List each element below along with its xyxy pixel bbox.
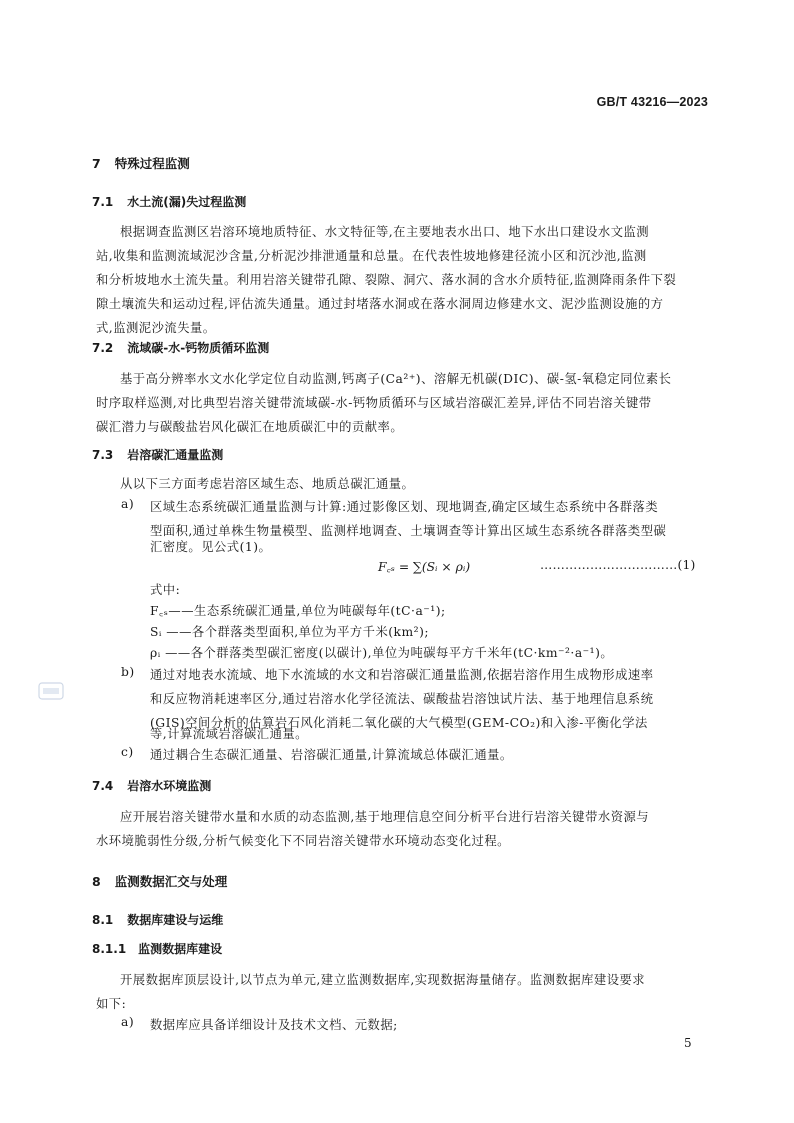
para-line: 根据调查监测区岩溶环境地质特征、水文特征等,在主要地表水出口、地下水出口建设水文监测 <box>120 225 650 239</box>
para-line: 基于高分辨率水文水化学定位自动监测,钙离子(Ca²⁺)、溶解无机碳(DIC)、碳-氢-氧稳定同位素长 <box>120 372 672 386</box>
section-8-1-heading <box>92 911 223 928</box>
section-number: 8.1 <box>92 913 114 927</box>
section-7-4-heading <box>92 777 211 794</box>
para-line: 开展数据库顶层设计,以节点为单元,建立监测数据库,实现数据海量储存。监测数据库建设要求 <box>120 973 646 987</box>
para-line: 水环境脆弱性分级,分析气候变化下不同岩溶关键带水环境动态变化过程。 <box>96 834 510 848</box>
para-line: 和分析坡地水土流失量。利用岩溶关键带孔隙、裂隙、洞穴、落水洞的含水介质特征,监测降雨条件下裂 <box>96 273 677 287</box>
section-number: 7.2 <box>92 341 114 355</box>
section-title: 岩溶碳汇通量监测 <box>127 448 224 462</box>
sac-logo-watermark <box>38 680 64 702</box>
variable-definition: F꜀ₛ——生态系统碳汇通量,单位为吨碳每年(tC·a⁻¹); <box>150 604 446 618</box>
section-number: 7.1 <box>92 195 114 209</box>
formula: F꜀ₛ = ∑(Sᵢ × ρᵢ) <box>378 560 471 574</box>
section-number: 8.1.1 <box>92 942 127 956</box>
section-7-1-heading <box>92 193 246 210</box>
section-title: 岩溶水环境监测 <box>127 779 212 793</box>
section-8-heading <box>92 872 227 890</box>
list-item-line: 等,计算流域岩溶碳汇通量。 <box>150 727 308 741</box>
section-title: 水土流(漏)失过程监测 <box>127 195 247 209</box>
para-line: 站,收集和监测流域泥沙含量,分析泥沙排泄通量和总量。在代表性坡地修建径流小区和沉沙池,监测 <box>96 249 647 263</box>
where-label: 式中: <box>150 583 181 597</box>
variable-definition: Sᵢ ——各个群落类型面积,单位为平方千米(km²); <box>150 625 430 639</box>
para-line: 从以下三方面考虑岩溶区域生态、地质总碳汇通量。 <box>120 477 415 491</box>
list-item-line: 数据库应具备详细设计及技术文档、元数据; <box>150 1018 398 1032</box>
formula-number: ……………………………(1) <box>540 558 696 572</box>
para-line: 隙土壤流失和运动过程,评估流失通量。通过封堵落水洞或在落水洞周边修建水文、泥沙监测设施的方 <box>96 297 664 311</box>
standard-code: GB/T 43216—2023 <box>596 95 708 109</box>
list-marker: b) <box>121 665 135 679</box>
para-line: 式,监测泥沙流失量。 <box>96 321 216 335</box>
para-line: 时序取样巡测,对比典型岩溶关键带流域碳-水-钙物质循环与区域岩溶碳汇差异,评估不同岩溶关键带 <box>96 396 652 410</box>
section-title: 监测数据汇交与处理 <box>114 874 228 889</box>
section-title: 特殊过程监测 <box>114 156 190 171</box>
list-marker: c) <box>121 745 134 759</box>
para-line: 应开展岩溶关键带水量和水质的动态监测,基于地理信息空间分析平台进行岩溶关键带水资源与 <box>120 810 650 824</box>
list-item-line: (GIS)空间分析的估算岩石风化消耗二氧化碳的大气模型(GEM-CO₂)和入渗-平衡化学法 <box>150 716 648 730</box>
section-7-3-heading <box>92 446 223 463</box>
list-marker: a) <box>121 497 135 511</box>
para-line: 碳汇潜力与碳酸盐岩风化碳汇在地质碳汇中的贡献率。 <box>96 420 404 434</box>
page-number: 5 <box>684 1036 692 1050</box>
section-7-heading <box>92 154 190 172</box>
section-number: 7.3 <box>92 448 114 462</box>
section-8-1-1-heading <box>92 940 222 957</box>
list-item-line: 和反应物消耗速率区分,通过岩溶水化学径流法、碳酸盐岩溶蚀试片法、基于地理信息系统 <box>150 692 654 706</box>
para-line: 如下: <box>96 997 127 1011</box>
section-7-2-heading <box>92 339 269 356</box>
variable-definition: ρᵢ ——各个群落类型碳汇密度(以碳计),单位为吨碳每平方千米年(tC·km⁻²·a⁻¹)。 <box>150 646 614 660</box>
list-item-line: 通过耦合生态碳汇通量、岩溶碳汇通量,计算流域总体碳汇通量。 <box>150 748 513 762</box>
section-number: 7 <box>92 156 101 171</box>
section-number: 8 <box>92 874 101 889</box>
section-number: 7.4 <box>92 779 114 793</box>
list-item-line: 型面积,通过单株生物量模型、监测样地调查、土壤调查等计算出区域生态系统各群落类型碳 <box>150 524 667 538</box>
list-item-line: 通过对地表水流域、地下水流域的水文和岩溶碳汇通量监测,依据岩溶作用生成物形成速率 <box>150 668 654 682</box>
section-title: 数据库建设与运维 <box>127 913 224 927</box>
list-marker: a) <box>121 1015 135 1029</box>
section-title: 监测数据库建设 <box>138 942 223 956</box>
list-item-line: 汇密度。见公式(1)。 <box>150 540 272 554</box>
section-title: 流域碳-水-钙物质循环监测 <box>127 341 270 355</box>
list-item-line: 区域生态系统碳汇通量监测与计算:通过影像区划、现地调查,确定区域生态系统中各群落类 <box>150 500 659 514</box>
